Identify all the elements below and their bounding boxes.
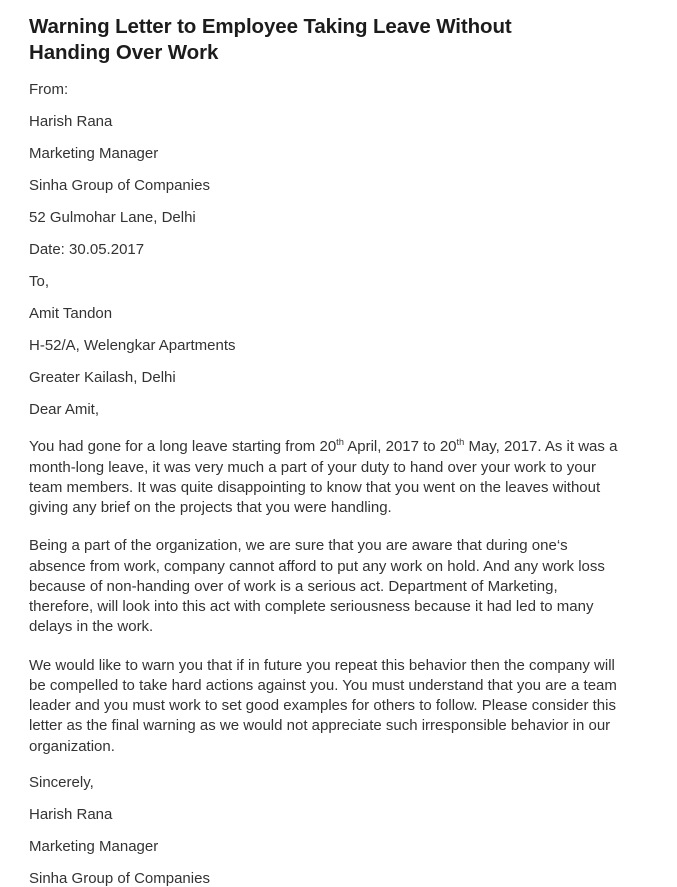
body-paragraph-3: We would like to warn you that if in future you repeat this behavior then the company will be compelled to take hard actions against you. You must understand that you are a team leader and you must work to set good examples for others to follow. Please consider this letter as the final warning as we would not appreciate such irresponsible behavior in our organization. — [29, 656, 617, 755]
signature-designation: Marketing Manager — [29, 837, 159, 855]
recipient-address-line-2: Greater Kailash, Delhi — [29, 369, 176, 387]
sender-name: Harish Rana — [29, 113, 113, 131]
paragraph-1-segment-3: May, 2017. As it was a month-long leave, it was very much a part of your duty to hand over your work to your team members. It was quite disappointing to know that you went on the leaves without giving any brief on the projects that you were handling. — [29, 438, 618, 517]
signature-name: Harish Rana — [29, 805, 113, 823]
sender-from-label: From: — [29, 81, 69, 99]
body-paragraph-2: Being a part of the organization, we are sure that you are aware that during one‘s absence from work, company cannot afford to put any work on hold. And any work loss because of non-handing over of work is a serious act. Department of Marketing, therefore, will look into this act with complete seriousness because it had led to many delays in the work. — [29, 537, 605, 636]
recipient-address-line-1: H-52/A, Welengkar Apartments — [29, 337, 236, 355]
recipient-block — [29, 274, 647, 385]
paragraph-1-ordinal-2: th — [456, 437, 465, 448]
signature-company: Sinha Group of Companies — [29, 869, 210, 887]
body-paragraph-1 — [29, 437, 621, 518]
valediction: Sincerely, — [29, 773, 94, 791]
sender-block — [29, 82, 647, 257]
paragraph-1-segment-2: April, 2017 to 20 — [343, 438, 457, 456]
sender-address: 52 Gulmohar Lane, Delhi — [29, 209, 196, 227]
recipient-name: Amit Tandon — [29, 305, 113, 323]
salutation: Dear Amit, — [29, 401, 100, 419]
sender-designation: Marketing Manager — [29, 145, 159, 163]
closing-block — [29, 775, 647, 886]
page-title: Warning Letter to Employee Taking Leave Without Handing Over Work — [29, 15, 512, 65]
sender-company: Sinha Group of Companies — [29, 177, 210, 195]
recipient-to-label: To, — [29, 273, 50, 291]
letter-date: Date: 30.05.2017 — [29, 241, 145, 259]
paragraph-1-segment-1: You had gone for a long leave starting from 20 — [29, 438, 337, 456]
paragraph-1-ordinal-1: th — [336, 437, 344, 448]
